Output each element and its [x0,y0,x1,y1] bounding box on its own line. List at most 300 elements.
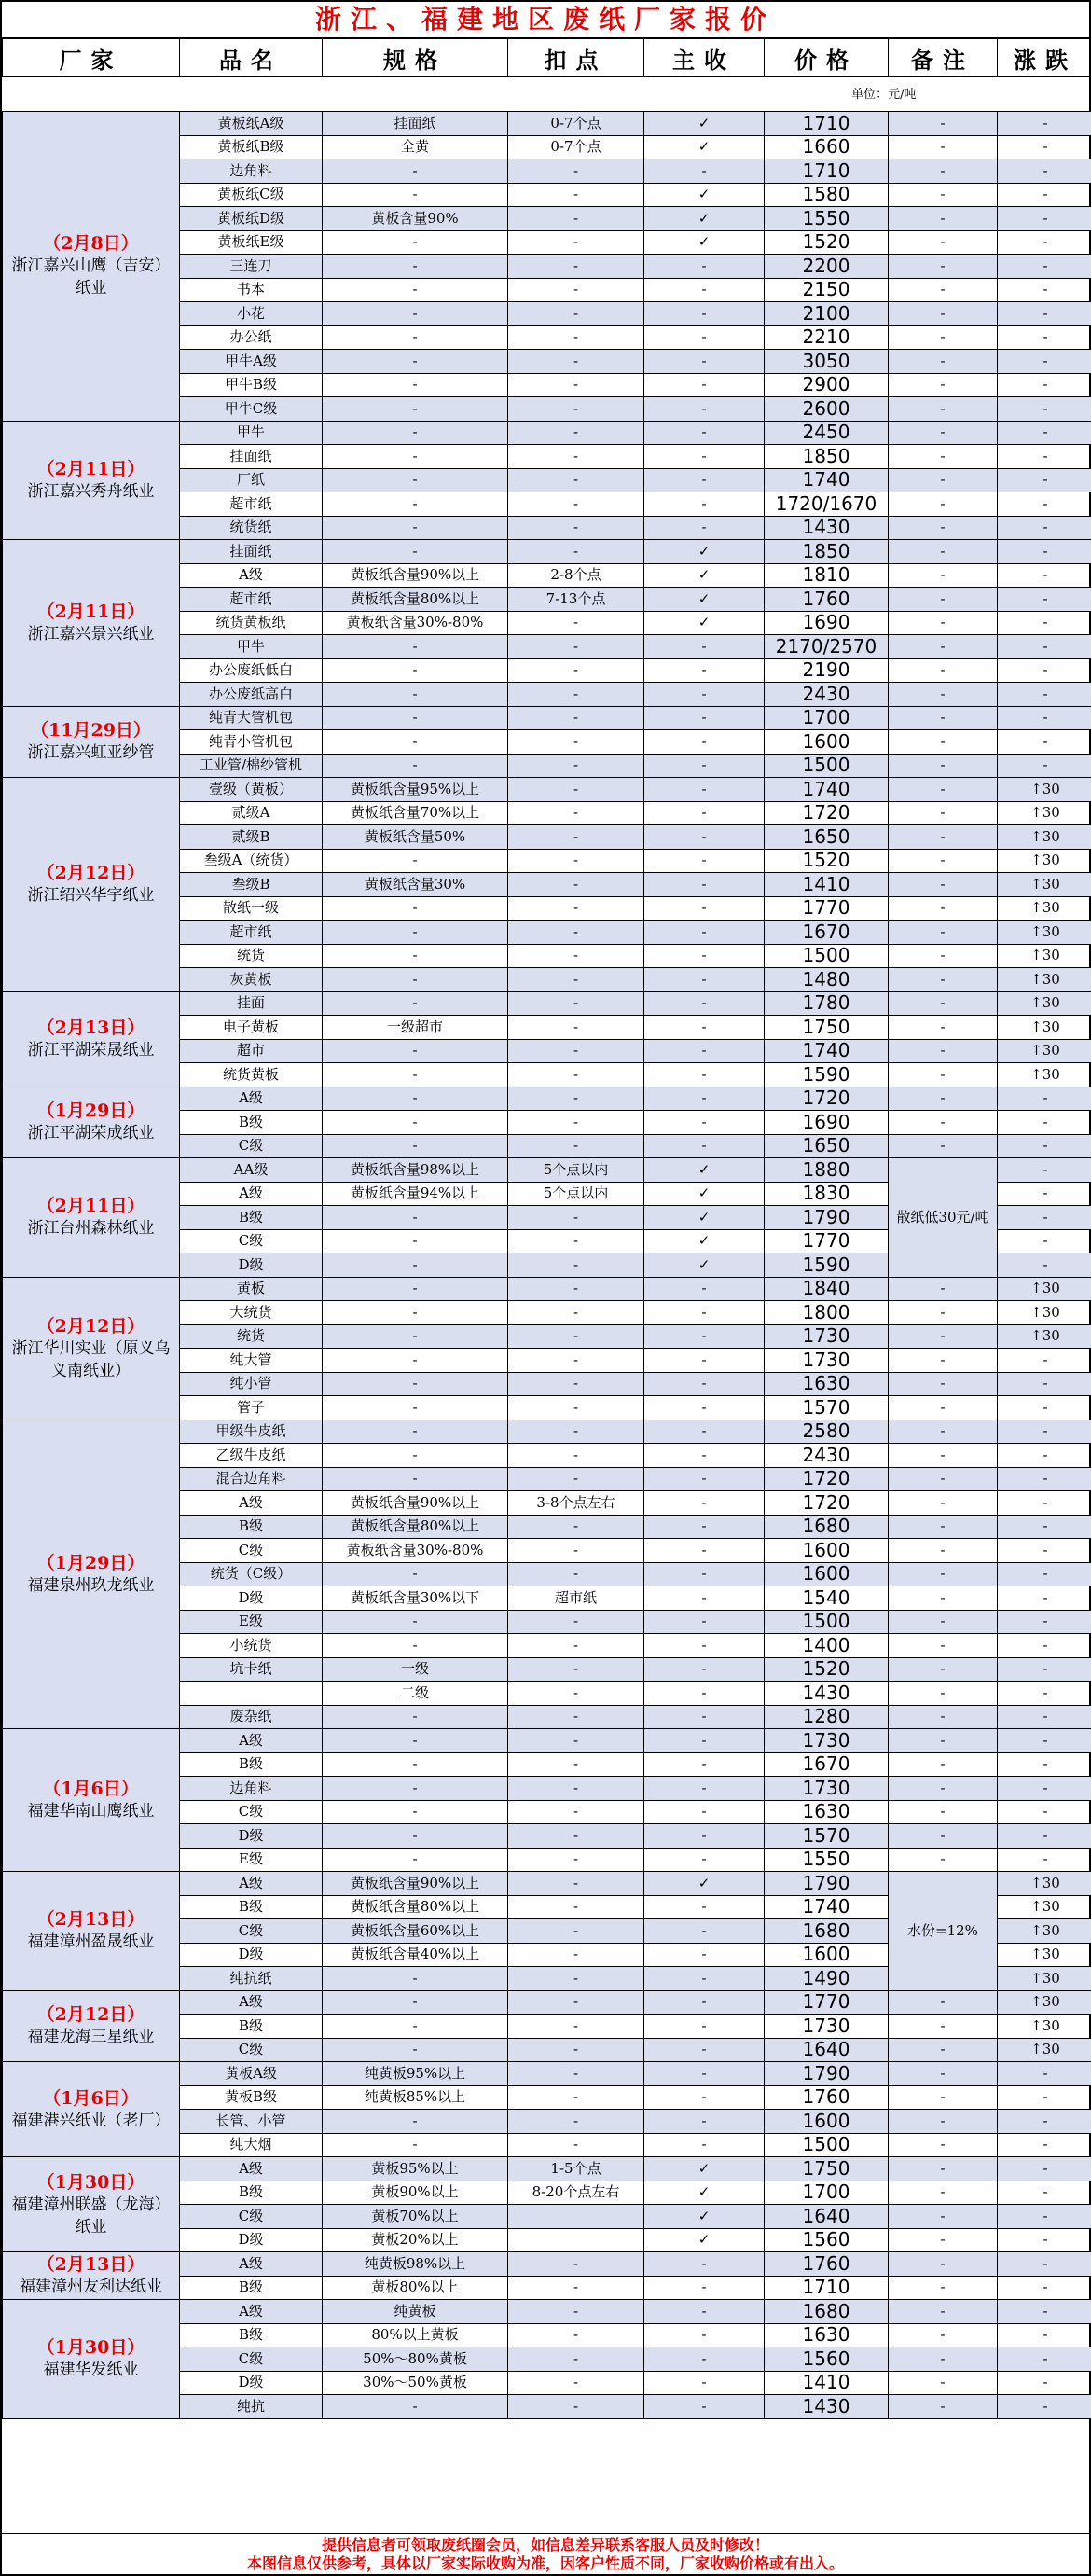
product-cell: D级 [180,2371,323,2395]
company-date: （11月29日） [31,720,151,741]
change-cell: ↑30 [998,944,1091,968]
remark-cell: - [889,1111,998,1135]
remark-cell: - [889,1752,998,1777]
deduction-cell: - [508,1824,644,1849]
product-cell: 黄板纸C级 [180,183,323,207]
product-cell [180,1682,323,1706]
change-cell: - [998,2205,1091,2229]
spec-cell: - [323,849,508,873]
product-cell: A级 [180,1872,323,1896]
main-collect-cell: - [644,1777,765,1801]
product-cell: B级 [180,2276,323,2300]
change-cell: ↑30 [998,1016,1091,1040]
remark-cell: - [889,540,998,564]
price-cell: 1730 [765,1349,889,1373]
product-cell: 书本 [180,278,323,302]
price-cell: 1710 [765,2276,889,2300]
main-collect-cell: - [644,849,765,873]
spec-cell: 挂面纸 [323,112,508,136]
remark-cell: - [889,1539,998,1563]
spec-cell: 黄板80%以上 [323,2276,508,2300]
change-cell: - [998,1134,1091,1158]
change-cell: - [998,635,1091,659]
main-collect-cell: - [644,255,765,279]
price-cell: 1690 [765,1111,889,1135]
product-cell: 纯大管 [180,1349,323,1373]
spec-cell: - [323,492,508,517]
deduction-cell: - [508,1301,644,1325]
product-cell: A级 [180,2252,323,2277]
col-header: 扣点 [508,39,644,77]
deduction-cell: - [508,1277,644,1301]
company-date: （2月12日） [36,1315,145,1336]
main-collect-cell: - [644,2252,765,2277]
remark-cell: - [889,1824,998,1849]
remark-cell: - [889,1396,998,1420]
product-cell: C级 [180,1229,323,1253]
remark-cell: - [889,1610,998,1634]
spec-cell: - [323,516,508,540]
remark-cell: - [889,1634,998,1658]
spec-cell: 黄板纸含量50% [323,825,508,850]
change-cell: ↑30 [998,825,1091,850]
product-cell: 边角料 [180,1777,323,1801]
product-cell: B级 [180,1752,323,1777]
main-collect-cell: - [644,2085,765,2110]
product-cell: 挂面纸 [180,540,323,564]
price-cell: 1690 [765,611,889,635]
deduction-cell: - [508,1562,644,1586]
main-collect-cell: - [644,658,765,683]
remark-cell: - [889,1301,998,1325]
deduction-cell: - [508,1848,644,1872]
price-cell: 1480 [765,968,889,992]
price-cell: 1600 [765,1943,889,1967]
spec-cell: - [323,706,508,730]
change-cell: - [998,135,1091,159]
remark-cell: - [889,1491,998,1516]
main-collect-cell: - [644,468,765,492]
spec-cell: - [323,540,508,564]
product-cell: 废杂纸 [180,1705,323,1729]
price-cell: 1630 [765,1372,889,1396]
price-cell: 1720 [765,1491,889,1516]
remark-cell: - [889,1990,998,2015]
product-cell: 黄板纸B级 [180,135,323,159]
price-cell: 2100 [765,302,889,326]
deduction-cell: - [508,921,644,945]
price-cell: 1720 [765,801,889,825]
main-collect-cell: ✓ [644,540,765,564]
main-collect-cell: ✓ [644,230,765,255]
price-cell: 1750 [765,1016,889,1040]
remark-cell: - [889,730,998,755]
change-cell: - [998,1467,1091,1491]
main-collect-cell: - [644,1134,765,1158]
remark-cell: - [889,207,998,231]
main-collect-cell: - [644,1467,765,1491]
change-cell: - [998,2252,1091,2277]
product-cell: 超市纸 [180,921,323,945]
table-row [3,778,1091,802]
spec-cell: 80%以上黄板 [323,2323,508,2347]
deduction-cell: - [508,1539,644,1563]
main-collect-cell: ✓ [644,1206,765,1230]
product-cell: A级 [180,2300,323,2324]
product-cell: AA级 [180,1158,323,1183]
change-cell: - [998,1682,1091,1706]
spec-cell: - [323,1277,508,1301]
company-cell [3,2300,180,2419]
remark-cell: - [889,706,998,730]
change-cell: ↑30 [998,991,1091,1016]
product-cell: A级 [180,1491,323,1516]
price-cell: 1570 [765,1824,889,1849]
remark-cell: - [889,516,998,540]
spec-cell: 黄板纸含量90%以上 [323,563,508,588]
deduction-cell: - [508,1800,644,1824]
spec-cell: - [323,1324,508,1349]
remark-cell: - [889,588,998,612]
unit-row [3,77,1091,112]
change-cell: - [998,1491,1091,1516]
company-date: （2月11日） [36,1196,145,1217]
spec-cell: 黄板70%以上 [323,2205,508,2229]
footer-line-2: 本图信息仅供参考，具体以厂家实际收购为准，因客户性质不同，厂家收购价格或有出入。 [246,2555,844,2572]
price-cell: 1790 [765,1872,889,1896]
spec-cell: - [323,1562,508,1586]
price-cell: 1560 [765,2347,889,2372]
change-cell: - [998,2300,1091,2324]
table-row [3,112,1091,136]
price-cell: 1880 [765,1158,889,1183]
spec-cell: - [323,991,508,1016]
deduction-cell: 5个点以内 [508,1182,644,1206]
spec-cell: - [323,968,508,992]
remark-cell: - [889,350,998,374]
product-cell: B级 [180,2323,323,2347]
main-collect-cell: - [644,1895,765,1919]
company-cell [3,112,180,422]
change-cell: ↑30 [998,968,1091,992]
product-cell: 散纸一级 [180,896,323,921]
main-collect-cell: - [644,968,765,992]
change-cell: - [998,2395,1091,2419]
table-row [3,2252,1091,2277]
company-date: （2月13日） [36,2254,145,2275]
product-cell: 黄板纸D级 [180,207,323,231]
change-cell: - [998,1515,1091,1539]
price-cell: 1600 [765,1539,889,1563]
product-cell: 甲牛 [180,421,323,445]
spec-cell: - [323,302,508,326]
change-cell: ↑30 [998,873,1091,897]
product-cell: 乙级牛皮纸 [180,1444,323,1468]
price-cell: 1590 [765,1063,889,1087]
spec-cell: - [323,1848,508,1872]
company-date: （2月12日） [36,863,145,884]
change-cell: - [998,611,1091,635]
price-cell: 1600 [765,1562,889,1586]
main-collect-cell: - [644,2133,765,2157]
company-date: （1月6日） [43,1779,139,1799]
product-cell: 长管、小管 [180,2110,323,2134]
company-cell [3,2252,180,2300]
col-header: 主收 [644,39,765,77]
price-cell: 1830 [765,1182,889,1206]
main-collect-cell: - [644,1967,765,1991]
deduction-cell: - [508,350,644,374]
main-collect-cell: - [644,1539,765,1563]
deduction-cell: - [508,421,644,445]
main-collect-cell: - [644,1277,765,1301]
change-cell: ↑30 [998,778,1091,802]
price-cell: 1640 [765,2205,889,2229]
product-cell: B级 [180,1515,323,1539]
deduction-cell: - [508,1705,644,1729]
price-cell: 3050 [765,350,889,374]
price-cell: 1600 [765,2110,889,2134]
product-cell: B级 [180,2015,323,2039]
price-cell: 1500 [765,2133,889,2157]
company-cell [3,540,180,707]
product-cell: 厂纸 [180,468,323,492]
change-cell: - [998,1634,1091,1658]
price-cell: 1840 [765,1277,889,1301]
spec-cell: - [323,730,508,755]
price-cell: 1670 [765,921,889,945]
main-collect-cell: - [644,1039,765,1063]
remark-cell: - [889,1277,998,1301]
company-name: 福建泉州玖龙纸业 [27,1575,155,1595]
product-cell: C级 [180,1800,323,1824]
remark-cell: - [889,1349,998,1373]
company-date: （1月30日） [36,2337,145,2359]
change-cell: - [998,1087,1091,1111]
spec-cell: 黄板含量90% [323,207,508,231]
spec-cell: - [323,325,508,350]
spec-cell: - [323,1967,508,1991]
spec-cell: - [323,1396,508,1420]
deduction-cell: - [508,2371,644,2395]
price-cell: 1570 [765,1396,889,1420]
change-cell: - [998,2181,1091,2205]
deduction-cell: - [508,825,644,850]
spec-cell: 纯黄板98%以上 [323,2252,508,2277]
deduction-cell: - [508,278,644,302]
deduction-cell: - [508,658,644,683]
product-cell: 超市纸 [180,492,323,517]
deduction-cell: - [508,1087,644,1111]
change-cell: - [998,183,1091,207]
spec-cell: 黄板20%以上 [323,2228,508,2252]
product-cell: 黄板纸A级 [180,112,323,136]
remark-cell: 散纸低30元/吨 [889,1158,998,1278]
main-collect-cell: - [644,1444,765,1468]
product-cell: 纯小管 [180,1372,323,1396]
table-row [3,1729,1091,1753]
company-cell [3,991,180,1087]
product-cell: 甲牛B级 [180,373,323,397]
product-cell: B级 [180,1206,323,1230]
deduction-cell: - [508,2015,644,2039]
spec-cell: - [323,754,508,778]
deduction-cell: - [508,2300,644,2324]
deduction-cell: - [508,255,644,279]
product-cell: 办公废纸低白 [180,658,323,683]
spec-cell: 黄板纸含量94%以上 [323,1182,508,1206]
price-cell: 1800 [765,1301,889,1325]
product-cell: 混合边角料 [180,1467,323,1491]
deduction-cell: - [508,968,644,992]
change-cell: - [998,1229,1091,1253]
change-cell: - [998,1848,1091,1872]
price-cell: 2200 [765,255,889,279]
spec-cell: - [323,1777,508,1801]
spec-cell: 黄板纸含量30%-80% [323,611,508,635]
deduction-cell: - [508,1729,644,1753]
price-cell: 1790 [765,2062,889,2086]
spec-cell: - [323,1253,508,1278]
spec-cell: 纯黄板 [323,2300,508,2324]
deduction-cell: - [508,611,644,635]
col-header: 厂家 [3,39,180,77]
product-cell: 超市纸 [180,588,323,612]
remark-cell: - [889,1562,998,1586]
product-cell: 纯抗纸 [180,1967,323,1991]
main-collect-cell: - [644,778,765,802]
price-cell: 1730 [765,1777,889,1801]
change-cell: ↑30 [998,1895,1091,1919]
main-collect-cell: - [644,445,765,469]
price-cell: 1640 [765,2038,889,2062]
deduction-cell: - [508,2252,644,2277]
main-collect-cell: - [644,1016,765,1040]
remark-cell: - [889,230,998,255]
main-collect-cell: - [644,1610,765,1634]
price-cell: 1680 [765,2300,889,2324]
price-cell: 1630 [765,1800,889,1824]
change-cell: ↑30 [998,921,1091,945]
product-cell: 贰级B [180,825,323,850]
deduction-cell: 0-7个点 [508,112,644,136]
company-date: （2月13日） [36,1018,145,1038]
spec-cell: - [323,1229,508,1253]
price-cell: 2150 [765,278,889,302]
spec-cell: - [323,1990,508,2015]
remark-cell: - [889,635,998,659]
change-cell: - [998,2133,1091,2157]
remark-cell: - [889,1515,998,1539]
change-cell: - [998,730,1091,755]
remark-cell: - [889,135,998,159]
remark-cell: - [889,991,998,1016]
col-header: 涨跌 [998,39,1091,77]
deduction-cell: - [508,944,644,968]
deduction-cell: 0-7个点 [508,135,644,159]
table-row [3,2157,1091,2181]
deduction-cell: - [508,540,644,564]
table-row [3,706,1091,730]
price-cell: 1730 [765,1324,889,1349]
main-collect-cell: ✓ [644,611,765,635]
remark-cell: - [889,1134,998,1158]
remark-cell: - [889,1087,998,1111]
price-cell: 1590 [765,1253,889,1278]
change-cell: - [998,588,1091,612]
remark-cell: - [889,1705,998,1729]
deduction-cell: - [508,801,644,825]
deduction-cell [508,2228,644,2252]
change-cell: - [998,207,1091,231]
change-cell: ↑30 [998,2015,1091,2039]
remark-cell: - [889,611,998,635]
spec-cell: - [323,230,508,255]
remark-cell: - [889,1063,998,1087]
price-cell: 1740 [765,1039,889,1063]
remark-cell: - [889,658,998,683]
price-cell: 1770 [765,1990,889,2015]
price-cell: 1770 [765,896,889,921]
price-cell: 1410 [765,2371,889,2395]
deduction-cell: - [508,1016,644,1040]
company-cell [3,778,180,992]
main-collect-cell: - [644,706,765,730]
spec-cell: - [323,1039,508,1063]
remark-cell: - [889,563,998,588]
spec-cell: - [323,1705,508,1729]
change-cell: ↑30 [998,1919,1091,1944]
deduction-cell: - [508,754,644,778]
remark-cell: - [889,2371,998,2395]
price-cell: 1520 [765,849,889,873]
main-collect-cell: - [644,944,765,968]
deduction-cell: - [508,849,644,873]
product-cell: 挂面 [180,991,323,1016]
product-cell: E级 [180,1848,323,1872]
main-collect-cell: - [644,2300,765,2324]
table-row [3,1277,1091,1301]
main-collect-cell: - [644,1087,765,1111]
company-name: 福建华发纸业 [43,2361,139,2380]
deduction-cell: 超市纸 [508,1586,644,1611]
deduction-cell: - [508,1610,644,1634]
spec-cell: - [323,350,508,374]
spec-cell: - [323,658,508,683]
change-cell: - [998,2276,1091,2300]
deduction-cell [508,2205,644,2229]
remark-cell: - [889,278,998,302]
price-cell: 1670 [765,1752,889,1777]
price-cell: 1580 [765,183,889,207]
price-cell: 1730 [765,2015,889,2039]
price-cell: 1560 [765,2228,889,2252]
table-row [3,2300,1091,2324]
main-collect-cell: ✓ [644,2181,765,2205]
spec-cell: - [323,921,508,945]
price-cell: 1500 [765,1610,889,1634]
price-cell: 1740 [765,778,889,802]
price-cell: 2450 [765,421,889,445]
main-collect-cell: - [644,730,765,755]
deduction-cell: - [508,991,644,1016]
main-collect-cell: - [644,1848,765,1872]
spec-cell: - [323,1206,508,1230]
remark-cell: - [889,255,998,279]
remark-cell: - [889,2300,998,2324]
company-date: （2月11日） [36,458,145,479]
spec-cell: 一级超市 [323,1016,508,1040]
